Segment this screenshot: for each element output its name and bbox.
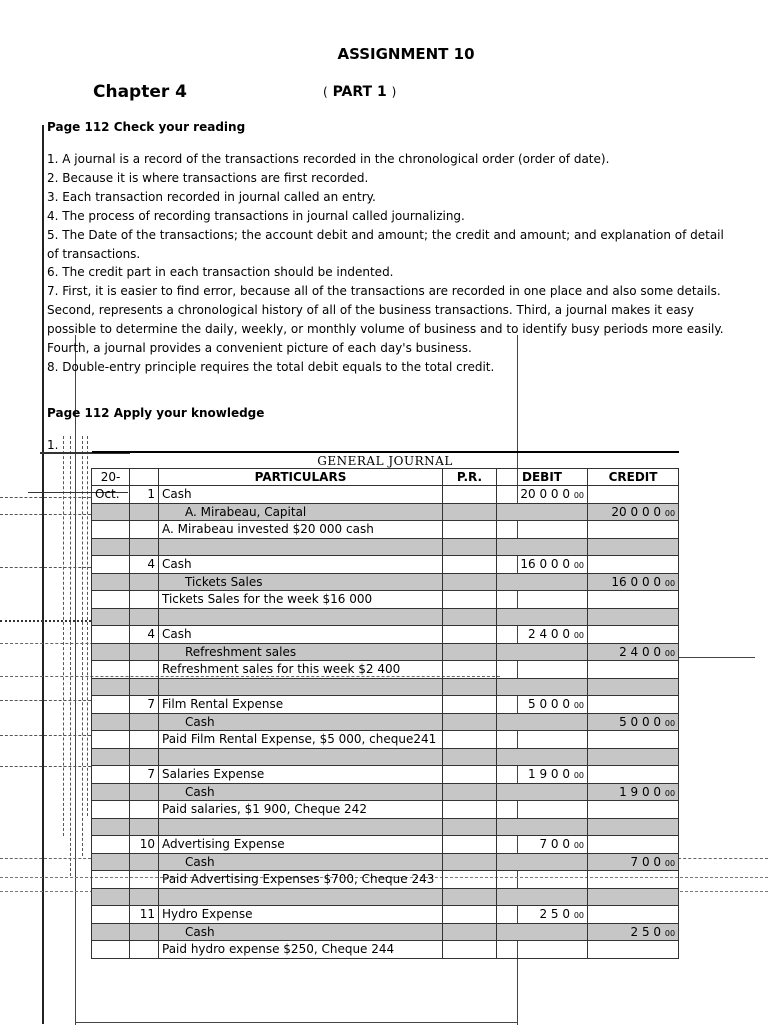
blank-cell bbox=[443, 538, 497, 556]
answer-item: 7. First, it is easier to find error, because all of the transactions are recorded in one place and also some details. Second, represents a chronological history of all of the business transactions. Third, a journal makes it easy possible to determine the daily, weekly, or monthly volume of business and to identify busy periods more easily. Fourth, a journal provides a convenient picture of each day's business. bbox=[47, 284, 724, 356]
blank-cell bbox=[130, 818, 159, 836]
month-cell bbox=[92, 801, 130, 819]
table-row bbox=[92, 696, 679, 714]
debit-amount bbox=[497, 783, 588, 801]
credit-account-cell: Cash bbox=[159, 783, 443, 801]
day-cell bbox=[130, 923, 159, 941]
blank-cell bbox=[130, 748, 159, 766]
pr-cell bbox=[443, 941, 497, 959]
scan-line-1 bbox=[0, 497, 91, 498]
credit-amount bbox=[588, 871, 679, 889]
debit-amount-cents: 00 bbox=[573, 701, 584, 711]
blank-cell bbox=[443, 678, 497, 696]
answer-item: 3. Each transaction recorded in journal called an entry. bbox=[47, 189, 376, 204]
credit-account-cell: Cash bbox=[159, 853, 443, 871]
debit-amount bbox=[497, 696, 588, 714]
explanation-cell: Refreshment sales for this week $2 400 bbox=[159, 661, 443, 679]
credit-amount-cents: 00 bbox=[664, 578, 676, 588]
table-row bbox=[92, 836, 679, 854]
month-cell bbox=[92, 696, 130, 714]
day-cell bbox=[130, 871, 159, 889]
table-row bbox=[92, 748, 679, 766]
credit-amount-value: 16 0 0 0 bbox=[611, 574, 662, 589]
blank-cell bbox=[497, 538, 588, 556]
table-row bbox=[92, 643, 679, 661]
explanation-cell: A. Mirabeau invested $20 000 cash bbox=[159, 521, 443, 539]
blank-cell bbox=[92, 678, 130, 696]
credit-amount bbox=[588, 941, 679, 959]
credit-amount bbox=[588, 801, 679, 819]
credit-amount-value: 5 0 0 0 bbox=[619, 714, 662, 729]
table-row bbox=[92, 888, 679, 906]
blank-cell bbox=[159, 608, 443, 626]
blank-cell bbox=[497, 818, 588, 836]
pr-cell bbox=[443, 906, 497, 924]
scan-line-12 bbox=[678, 858, 768, 859]
month-cell bbox=[92, 626, 130, 644]
credit-amount-value: 20 0 0 0 bbox=[611, 504, 662, 519]
table-row bbox=[92, 731, 679, 749]
credit-amount-value: 2 4 0 0 bbox=[619, 644, 662, 659]
table-row bbox=[92, 573, 679, 591]
table-row bbox=[92, 923, 679, 941]
scan-line-10 bbox=[678, 657, 755, 658]
debit-amount-cents: 00 bbox=[573, 771, 584, 781]
debit-amount-value: 20 0 0 0 bbox=[520, 487, 570, 502]
scan-line-9 bbox=[0, 766, 91, 767]
debit-amount-value: 2 5 0 bbox=[539, 907, 570, 922]
explanation-cell: Tickets Sales for the week $16 000 bbox=[159, 591, 443, 609]
blank-cell bbox=[497, 888, 588, 906]
scan-line-8 bbox=[0, 735, 91, 736]
margin-line-left bbox=[42, 125, 44, 1024]
blank-cell bbox=[159, 748, 443, 766]
debit-account-cell: Salaries Expense bbox=[159, 766, 443, 784]
credit-amount-cents: 00 bbox=[664, 788, 676, 798]
table-row bbox=[92, 538, 679, 556]
blank-cell bbox=[443, 818, 497, 836]
debit-amount bbox=[497, 923, 588, 941]
debit-amount-value: 2 4 0 0 bbox=[528, 627, 570, 642]
pr-cell bbox=[443, 591, 497, 609]
credit-account-cell: Cash bbox=[159, 713, 443, 731]
credit-amount bbox=[588, 626, 679, 644]
explanation-cell: Paid Advertising Expenses $700, Cheque 243 bbox=[159, 871, 443, 889]
answer-item: 1. A journal is a record of the transactions recorded in the chronological order (order of date). bbox=[47, 152, 610, 166]
day-cell: 4 bbox=[130, 556, 159, 574]
credit-amount bbox=[588, 661, 679, 679]
credit-amount bbox=[588, 643, 679, 661]
credit-amount-value: 1 9 0 0 bbox=[619, 784, 662, 799]
blank-cell bbox=[588, 538, 679, 556]
month-cell bbox=[92, 871, 130, 889]
pr-cell bbox=[443, 801, 497, 819]
month-cell bbox=[92, 836, 130, 854]
debit-amount bbox=[497, 713, 588, 731]
debit-amount-cents: 00 bbox=[573, 491, 584, 501]
month-cell bbox=[92, 556, 130, 574]
table-row bbox=[92, 818, 679, 836]
blank-cell bbox=[159, 678, 443, 696]
pr-header: P.R. bbox=[443, 469, 497, 486]
day-cell: 1 bbox=[130, 486, 159, 504]
question-number: 1. bbox=[47, 438, 59, 452]
assignment-title: ASSIGNMENT 10 bbox=[337, 45, 475, 63]
debit-amount bbox=[497, 801, 588, 819]
month-cell: Oct. bbox=[92, 486, 130, 504]
debit-amount bbox=[497, 626, 588, 644]
part-close-paren: ) bbox=[391, 85, 397, 99]
debit-amount-cents: 00 bbox=[573, 911, 584, 921]
credit-amount bbox=[588, 923, 679, 941]
pr-cell bbox=[443, 696, 497, 714]
blank-cell bbox=[92, 538, 130, 556]
debit-amount-cents: 00 bbox=[573, 561, 584, 571]
credit-amount bbox=[588, 573, 679, 591]
explanation-cell: Paid salaries, $1 900, Cheque 242 bbox=[159, 801, 443, 819]
debit-amount-cents: 00 bbox=[573, 841, 584, 851]
credit-amount bbox=[588, 766, 679, 784]
day-cell bbox=[130, 661, 159, 679]
blank-cell bbox=[443, 748, 497, 766]
table-row bbox=[92, 626, 679, 644]
debit-amount-cents: 00 bbox=[573, 631, 584, 641]
table-row bbox=[92, 906, 679, 924]
table-row bbox=[92, 556, 679, 574]
credit-account-cell: Refreshment sales bbox=[159, 643, 443, 661]
month-cell bbox=[92, 923, 130, 941]
pr-cell bbox=[443, 521, 497, 539]
debit-amount bbox=[497, 591, 588, 609]
month-cell bbox=[92, 941, 130, 959]
answer-item: 8. Double-entry principle requires the total debit equals to the total credit. bbox=[47, 359, 495, 374]
credit-amount-cents: 00 bbox=[664, 648, 676, 658]
blank-cell bbox=[588, 748, 679, 766]
month-cell bbox=[92, 661, 130, 679]
month-cell bbox=[92, 573, 130, 591]
part-text: PART 1 bbox=[332, 84, 387, 100]
blank-cell bbox=[443, 608, 497, 626]
blank-cell bbox=[159, 888, 443, 906]
journal-body bbox=[92, 486, 679, 959]
blank-cell bbox=[497, 748, 588, 766]
debit-amount bbox=[497, 836, 588, 854]
blank-cell bbox=[497, 608, 588, 626]
credit-amount bbox=[588, 836, 679, 854]
debit-amount bbox=[497, 906, 588, 924]
day-cell bbox=[130, 521, 159, 539]
day-cell: 7 bbox=[130, 696, 159, 714]
credit-amount bbox=[588, 521, 679, 539]
table-row bbox=[92, 678, 679, 696]
explanation-cell: Paid hydro expense $250, Cheque 244 bbox=[159, 941, 443, 959]
table-row bbox=[92, 486, 679, 504]
credit-amount-value: 2 5 0 bbox=[630, 924, 662, 939]
frame-bottom-line bbox=[75, 1022, 518, 1023]
credit-account-cell: Cash bbox=[159, 923, 443, 941]
month-cell bbox=[92, 731, 130, 749]
pr-cell bbox=[443, 871, 497, 889]
debit-amount-value: 16 0 0 0 bbox=[520, 557, 570, 572]
part-open-paren: ( bbox=[323, 85, 328, 99]
month-cell bbox=[92, 783, 130, 801]
explanation-cell: Paid Film Rental Expense, $5 000, cheque241 bbox=[159, 731, 443, 749]
blank-cell bbox=[588, 608, 679, 626]
pr-cell bbox=[443, 836, 497, 854]
blank-cell bbox=[130, 678, 159, 696]
debit-amount-value: 7 0 0 bbox=[539, 837, 570, 852]
debit-amount bbox=[497, 853, 588, 871]
day-cell bbox=[130, 853, 159, 871]
debit-amount-value: 5 0 0 0 bbox=[528, 697, 570, 712]
pr-cell bbox=[443, 713, 497, 731]
day-cell bbox=[130, 643, 159, 661]
table-row bbox=[92, 713, 679, 731]
debit-account-cell: Cash bbox=[159, 626, 443, 644]
table-row bbox=[92, 941, 679, 959]
debit-account-cell: Advertising Expense bbox=[159, 836, 443, 854]
year-header: 20- bbox=[92, 469, 130, 486]
credit-account-cell: A. Mirabeau, Capital bbox=[159, 503, 443, 521]
blank-cell bbox=[443, 888, 497, 906]
credit-header: CREDIT bbox=[588, 469, 679, 486]
day-cell bbox=[130, 573, 159, 591]
particulars-header: PARTICULARS bbox=[159, 469, 443, 486]
credit-amount bbox=[588, 783, 679, 801]
pr-cell bbox=[443, 556, 497, 574]
debit-amount bbox=[497, 731, 588, 749]
credit-amount bbox=[588, 853, 679, 871]
table-row bbox=[92, 853, 679, 871]
table-row bbox=[92, 801, 679, 819]
table-row bbox=[92, 521, 679, 539]
scan-line-7 bbox=[0, 700, 91, 701]
blank-cell bbox=[130, 608, 159, 626]
scan-line-11 bbox=[0, 858, 91, 859]
month-cell bbox=[92, 906, 130, 924]
debit-account-cell: Cash bbox=[159, 556, 443, 574]
apply-knowledge-heading: Page 112 Apply your knowledge bbox=[47, 406, 265, 420]
credit-amount bbox=[588, 906, 679, 924]
day-header bbox=[130, 469, 159, 486]
blank-cell bbox=[130, 888, 159, 906]
debit-amount bbox=[497, 556, 588, 574]
credit-amount bbox=[588, 696, 679, 714]
debit-amount bbox=[497, 643, 588, 661]
day-cell bbox=[130, 941, 159, 959]
debit-amount bbox=[497, 661, 588, 679]
margin-line-a bbox=[63, 436, 64, 836]
debit-amount bbox=[497, 521, 588, 539]
credit-amount bbox=[588, 713, 679, 731]
credit-amount-value: 7 0 0 bbox=[630, 854, 662, 869]
debit-amount bbox=[497, 871, 588, 889]
pr-cell bbox=[443, 783, 497, 801]
pr-cell bbox=[443, 923, 497, 941]
scan-line-3 bbox=[0, 567, 91, 568]
credit-amount bbox=[588, 731, 679, 749]
margin-line-c bbox=[82, 436, 83, 856]
table-row bbox=[92, 783, 679, 801]
pr-cell bbox=[443, 853, 497, 871]
month-cell bbox=[92, 591, 130, 609]
blank-cell bbox=[92, 608, 130, 626]
debit-amount bbox=[497, 766, 588, 784]
month-cell bbox=[92, 521, 130, 539]
blank-cell bbox=[497, 678, 588, 696]
debit-header: DEBIT bbox=[497, 469, 588, 486]
day-cell bbox=[130, 783, 159, 801]
month-cell bbox=[92, 503, 130, 521]
answers-list bbox=[47, 150, 727, 377]
pr-cell bbox=[443, 486, 497, 504]
answer-item: 4. The process of recording transactions in journal called journalizing. bbox=[47, 208, 465, 223]
day-cell: 10 bbox=[130, 836, 159, 854]
blank-cell bbox=[92, 748, 130, 766]
margin-line-inner bbox=[75, 335, 76, 1025]
day-cell bbox=[130, 503, 159, 521]
part-label bbox=[323, 84, 396, 100]
month-cell bbox=[92, 853, 130, 871]
day-cell bbox=[130, 801, 159, 819]
table-row bbox=[92, 591, 679, 609]
day-cell: 7 bbox=[130, 766, 159, 784]
credit-amount-cents: 00 bbox=[664, 508, 676, 518]
table-row bbox=[92, 871, 679, 889]
credit-amount-cents: 00 bbox=[664, 858, 676, 868]
day-cell bbox=[130, 731, 159, 749]
scan-line-2 bbox=[0, 514, 91, 515]
blank-cell bbox=[588, 818, 679, 836]
blank-cell bbox=[130, 538, 159, 556]
debit-account-cell: Film Rental Expense bbox=[159, 696, 443, 714]
chapter-heading: Chapter 4 bbox=[93, 82, 188, 102]
debit-amount bbox=[497, 941, 588, 959]
month-cell bbox=[92, 713, 130, 731]
debit-amount bbox=[497, 486, 588, 504]
table-row bbox=[92, 503, 679, 521]
check-reading-heading: Page 112 Check your reading bbox=[47, 120, 246, 134]
pr-cell bbox=[443, 626, 497, 644]
debit-account-cell: Hydro Expense bbox=[159, 906, 443, 924]
credit-amount bbox=[588, 503, 679, 521]
journal-caption: GENERAL JOURNAL bbox=[92, 452, 679, 469]
answer-item: 5. The Date of the transactions; the account debit and amount; the credit and amount; and explanation of detail of transactions. bbox=[47, 227, 724, 261]
pr-cell bbox=[443, 573, 497, 591]
margin-line-d bbox=[87, 436, 88, 816]
blank-cell bbox=[159, 818, 443, 836]
pr-cell bbox=[443, 766, 497, 784]
pr-cell bbox=[443, 503, 497, 521]
answer-item: 6. The credit part in each transaction should be indented. bbox=[47, 265, 394, 280]
credit-amount bbox=[588, 591, 679, 609]
table-row bbox=[92, 608, 679, 626]
month-cell bbox=[92, 766, 130, 784]
general-journal-table bbox=[91, 451, 679, 959]
pr-cell bbox=[443, 661, 497, 679]
pr-cell bbox=[443, 731, 497, 749]
day-cell: 4 bbox=[130, 626, 159, 644]
debit-amount-value: 1 9 0 0 bbox=[528, 767, 570, 782]
day-cell: 11 bbox=[130, 906, 159, 924]
blank-cell bbox=[588, 678, 679, 696]
credit-amount bbox=[588, 486, 679, 504]
debit-account-cell: Cash bbox=[159, 486, 443, 504]
blank-cell bbox=[92, 818, 130, 836]
credit-account-cell: Tickets Sales bbox=[159, 573, 443, 591]
answer-item: 2. Because it is where transactions are first recorded. bbox=[47, 170, 369, 185]
blank-cell bbox=[92, 888, 130, 906]
scan-line-4 bbox=[0, 620, 91, 622]
credit-amount bbox=[588, 556, 679, 574]
month-cell bbox=[92, 643, 130, 661]
table-row bbox=[92, 661, 679, 679]
day-cell bbox=[130, 713, 159, 731]
debit-amount bbox=[497, 503, 588, 521]
debit-amount bbox=[497, 573, 588, 591]
day-cell bbox=[130, 591, 159, 609]
pr-cell bbox=[443, 643, 497, 661]
credit-amount-cents: 00 bbox=[664, 718, 676, 728]
margin-line-b bbox=[70, 436, 71, 876]
table-row bbox=[92, 766, 679, 784]
credit-amount-cents: 00 bbox=[664, 928, 676, 938]
blank-cell bbox=[159, 538, 443, 556]
blank-cell bbox=[588, 888, 679, 906]
